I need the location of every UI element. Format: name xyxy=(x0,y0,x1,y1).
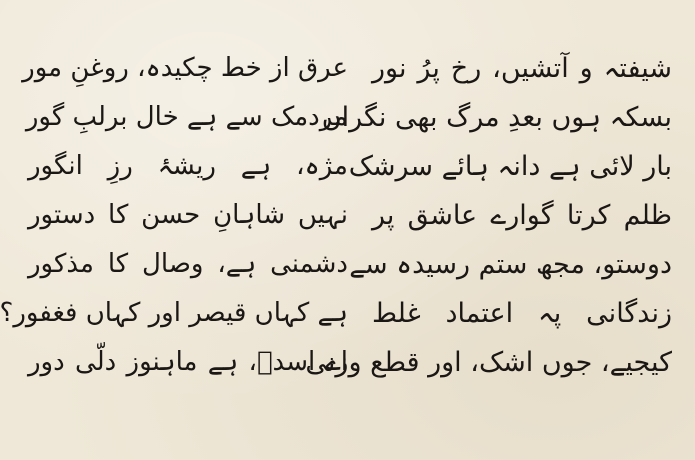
verse-line: نہیں شاہانِ حسن کا دستور xyxy=(28,200,348,230)
verse-line: مژہ، ہے ریشۂ رزِ انگور xyxy=(28,151,348,181)
verse-line: اے اسدؔ، ہے ماہنوز دلّی دور xyxy=(28,347,348,377)
verse-line: مردمک سے ہے خال برلبِ گور xyxy=(25,102,348,132)
verse-line: بسکہ ہوں بعدِ مرگ بھی نگراں xyxy=(321,102,672,133)
verse-line: دوستو، مجھ ستم رسیدہ سے xyxy=(349,249,672,280)
right-verse-column xyxy=(305,44,672,387)
verse-line: عرق از خط چکیدہ، روغنِ مور xyxy=(22,53,348,83)
verse-line: کیجیے، جوں اشک، اور قطع وزنی xyxy=(305,347,672,378)
verse-line: ہے کہاں قیصر اور کہاں فغفور؟ xyxy=(0,298,348,328)
left-verse-column xyxy=(0,44,348,387)
verse-line: زندگانی پہ اعتماد غلط xyxy=(372,298,672,329)
verse-line: ظلم کرتا گوارے عاشق پر xyxy=(372,200,672,231)
verse-line: شیفتہ و آتشیں، رخ پرُ نور xyxy=(372,53,672,84)
verse-line: دشمنی ہے، وصال کا مذکور xyxy=(28,249,348,279)
verse-line: بار لائی ہے دانہ ہائے سرشک xyxy=(348,151,672,182)
